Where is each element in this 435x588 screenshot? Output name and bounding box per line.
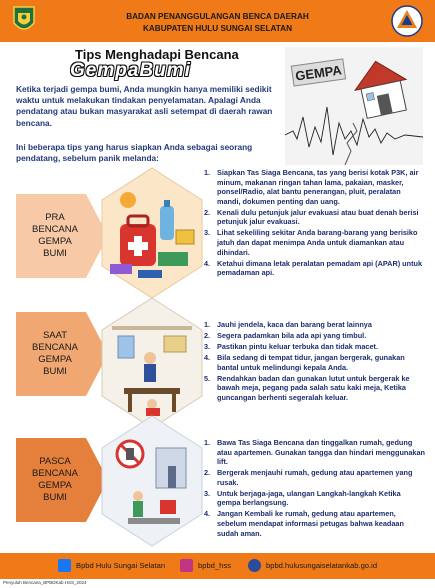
pra-step-text: Kenali dulu petunjuk jalur evakuasi atau buat denah berisi petunjuk jalur evakuasi. (217, 207, 419, 227)
pasca-step-text: Bergerak menjauhi rumah, gedung atau apartemen yang rusak. (217, 468, 413, 487)
pra-step-text: Ketahui dimana letak peralatan pemadam api (APAR) untuk pemadaman api. (217, 258, 423, 278)
earthquake-house-illustration (285, 47, 423, 165)
saat-step-text: Segera padamkan bila ada api yang timbul. (217, 330, 367, 340)
saat-label-line-4: BUMI (43, 366, 67, 377)
emergency-kit-illustration (98, 166, 206, 306)
pasca-step-text: Bawa Tas Siaga Bencana dan tinggalkan rumah, gedung atau apartemen. Gunakan tangga dan hindari menggunakan lift. (217, 438, 426, 467)
instagram-icon (180, 559, 193, 572)
list-item: 5. Rendahkan badan dan gunakan lutut untuk bergerak ke bawah meja, pegang pada salah satu kaki meja, Ketika guncangan berhenti segeralah keluar. (204, 373, 410, 402)
pra-label-line-2: BENCANA (32, 224, 78, 235)
header-banner (0, 0, 435, 42)
pra-step-text: Siapkan Tas Siaga Bencana, tas yang berisi kotak P3K, air minum, makanan ringan tahan lama, pakaian, masker, ponsel/Radio, alat bantu penerangan, pluit, peralatan mandi, dokumen penting dan uang. (217, 168, 419, 206)
globe-icon (248, 559, 261, 572)
list-item: 3. Lihat sekeliling sekitar Anda barang-barang yang berisiko jatuh dan dapat menimpa Anda untuk diamankan atau dihindari. (204, 228, 418, 257)
agency-line-2: KABUPATEN HULU SUNGAI SELATAN (142, 24, 293, 33)
facebook-link[interactable] (58, 559, 165, 572)
saat-step-text: Pastikan pintu keluar terbuka dan tidak macet. (217, 341, 378, 351)
facebook-handle: Bpbd Hulu Sungai Selatan (76, 561, 166, 570)
intro-lead-in: Ini beberapa tips yang harus siapkan Anda sebagai seorang pendatang, sebelum panik melanda: (16, 142, 253, 164)
title-top: Tips Menghadapi Bencana (75, 47, 239, 62)
saat-label (16, 312, 108, 396)
list-item: 4. Jangan Kembali ke rumah, gedung atau apartemen, sebelum mendapat informasi petugas bahwa keadaan sudah aman. (204, 509, 404, 538)
facebook-icon (58, 559, 71, 572)
pasca-step-text: Jangan Kembali ke rumah, gedung atau apartemen, sebelum mendapat informasi petugas bahwa keadaan sudah aman. (217, 509, 404, 538)
pra-label-line-1: PRA (45, 212, 65, 223)
pasca-label-line-1: PASCA (39, 456, 71, 467)
pra-label-line-3: GEMPA (38, 236, 72, 247)
pra-label-line-4: BUMI (43, 248, 67, 259)
pra-step-text: Lihat sekeliling sekitar Anda barang-barang yang berisiko jatuh dan dapat menimpa Anda untuk diamankan atau dihindari. (217, 228, 418, 257)
instagram-handle: bpbd_hss (198, 561, 231, 570)
footer-banner (0, 553, 435, 579)
saat-step-text: Bila sedang di tempat tidur, jangan bergerak, gunakan bantal untuk melindungi kepala Anda. (217, 352, 405, 372)
list-item: 2. Kenali dulu petunjuk jalur evakuasi atau buat denah berisi petunjuk jalur evakuasi. (204, 207, 419, 227)
list-item: 1. Jauhi jendela, kaca dan barang berat lainnya (204, 320, 372, 329)
pra-steps-list (204, 168, 426, 279)
saat-step-text: Rendahkan badan dan gunakan lutut untuk bergerak ke bawah meja, pegang pada salah satu kaki meja, Ketika guncangan berhenti segeralah keluar. (217, 373, 410, 402)
pasca-label-line-2: BENCANA (32, 468, 78, 479)
list-item: 3. Untuk berjaga-jaga, ulangan Langkah-langkah Ketika gempa berlangsung. (204, 488, 401, 508)
saat-label-line-2: BENCANA (32, 342, 78, 353)
hero-sign-text: GEMPA (294, 62, 343, 84)
saat-label-line-1: SAAT (42, 330, 68, 341)
bnpb-logo-icon (391, 5, 423, 37)
list-item: 4. Bila sedang di tempat tidur, jangan bergerak, gunakan bantal untuk melindungi kepala Anda. (204, 352, 405, 372)
pasca-label-line-3: GEMPA (38, 480, 72, 491)
source-credit: Penyuluh Bencana_BPBDKab.HSS_2024 (3, 580, 87, 585)
saat-steps-list (204, 320, 426, 404)
list-item: 3. Pastikan pintu keluar terbuka dan tidak macet. (204, 341, 378, 351)
website-url: bpbd.hulusungaiselatankab.go.id (266, 561, 378, 570)
list-item: 4. Ketahui dimana letak peralatan pemadam api (APAR) untuk pemadaman api. (204, 258, 423, 278)
list-item: 2. Segera padamkan bila ada api yang timbul. (204, 330, 367, 340)
agency-line-1: BADAN PENANGGULANGAN BENCA DAERAH (126, 12, 309, 21)
pasca-steps-list (204, 438, 426, 540)
title-main: GempaBumi (70, 60, 191, 81)
after-quake-illustration (98, 414, 206, 554)
saat-step-text: Jauhi jendela, kaca dan barang berat lainnya (217, 320, 372, 329)
regency-emblem-icon (12, 5, 36, 35)
intro-paragraph: Ketika terjadi gempa bumi, Anda mungkin hanya memiliki sedikit waktu untuk melakukan tindakan penyelamatan. Apalagi Anda pendatang atau bukan masyarakat asli setempat di daerah rawan bencana. (16, 84, 273, 128)
list-item: 1. Bawa Tas Siaga Bencana dan tinggalkan rumah, gedung atau apartemen. Gunakan tangga dan hindari menggunakan lift. (204, 438, 426, 467)
instagram-link[interactable] (180, 559, 231, 572)
saat-label-line-3: GEMPA (38, 354, 72, 365)
list-item: 1. Siapkan Tas Siaga Bencana, tas yang berisi kotak P3K, air minum, makanan ringan tahan lama, pakaian, masker, ponsel/Radio, alat bantu penerangan, pluit, peralatan mandi, dokumen penting dan uang. (204, 168, 419, 206)
pasca-label-line-4: BUMI (43, 492, 67, 503)
list-item: 2. Bergerak menjauhi rumah, gedung atau apartemen yang rusak. (204, 468, 413, 487)
pasca-step-text: Untuk berjaga-jaga, ulangan Langkah-langkah Ketika gempa berlangsung. (217, 488, 401, 508)
pasca-label (16, 438, 108, 522)
pra-label (16, 194, 108, 278)
agency-name (60, 11, 375, 35)
website-link[interactable] (248, 559, 377, 572)
